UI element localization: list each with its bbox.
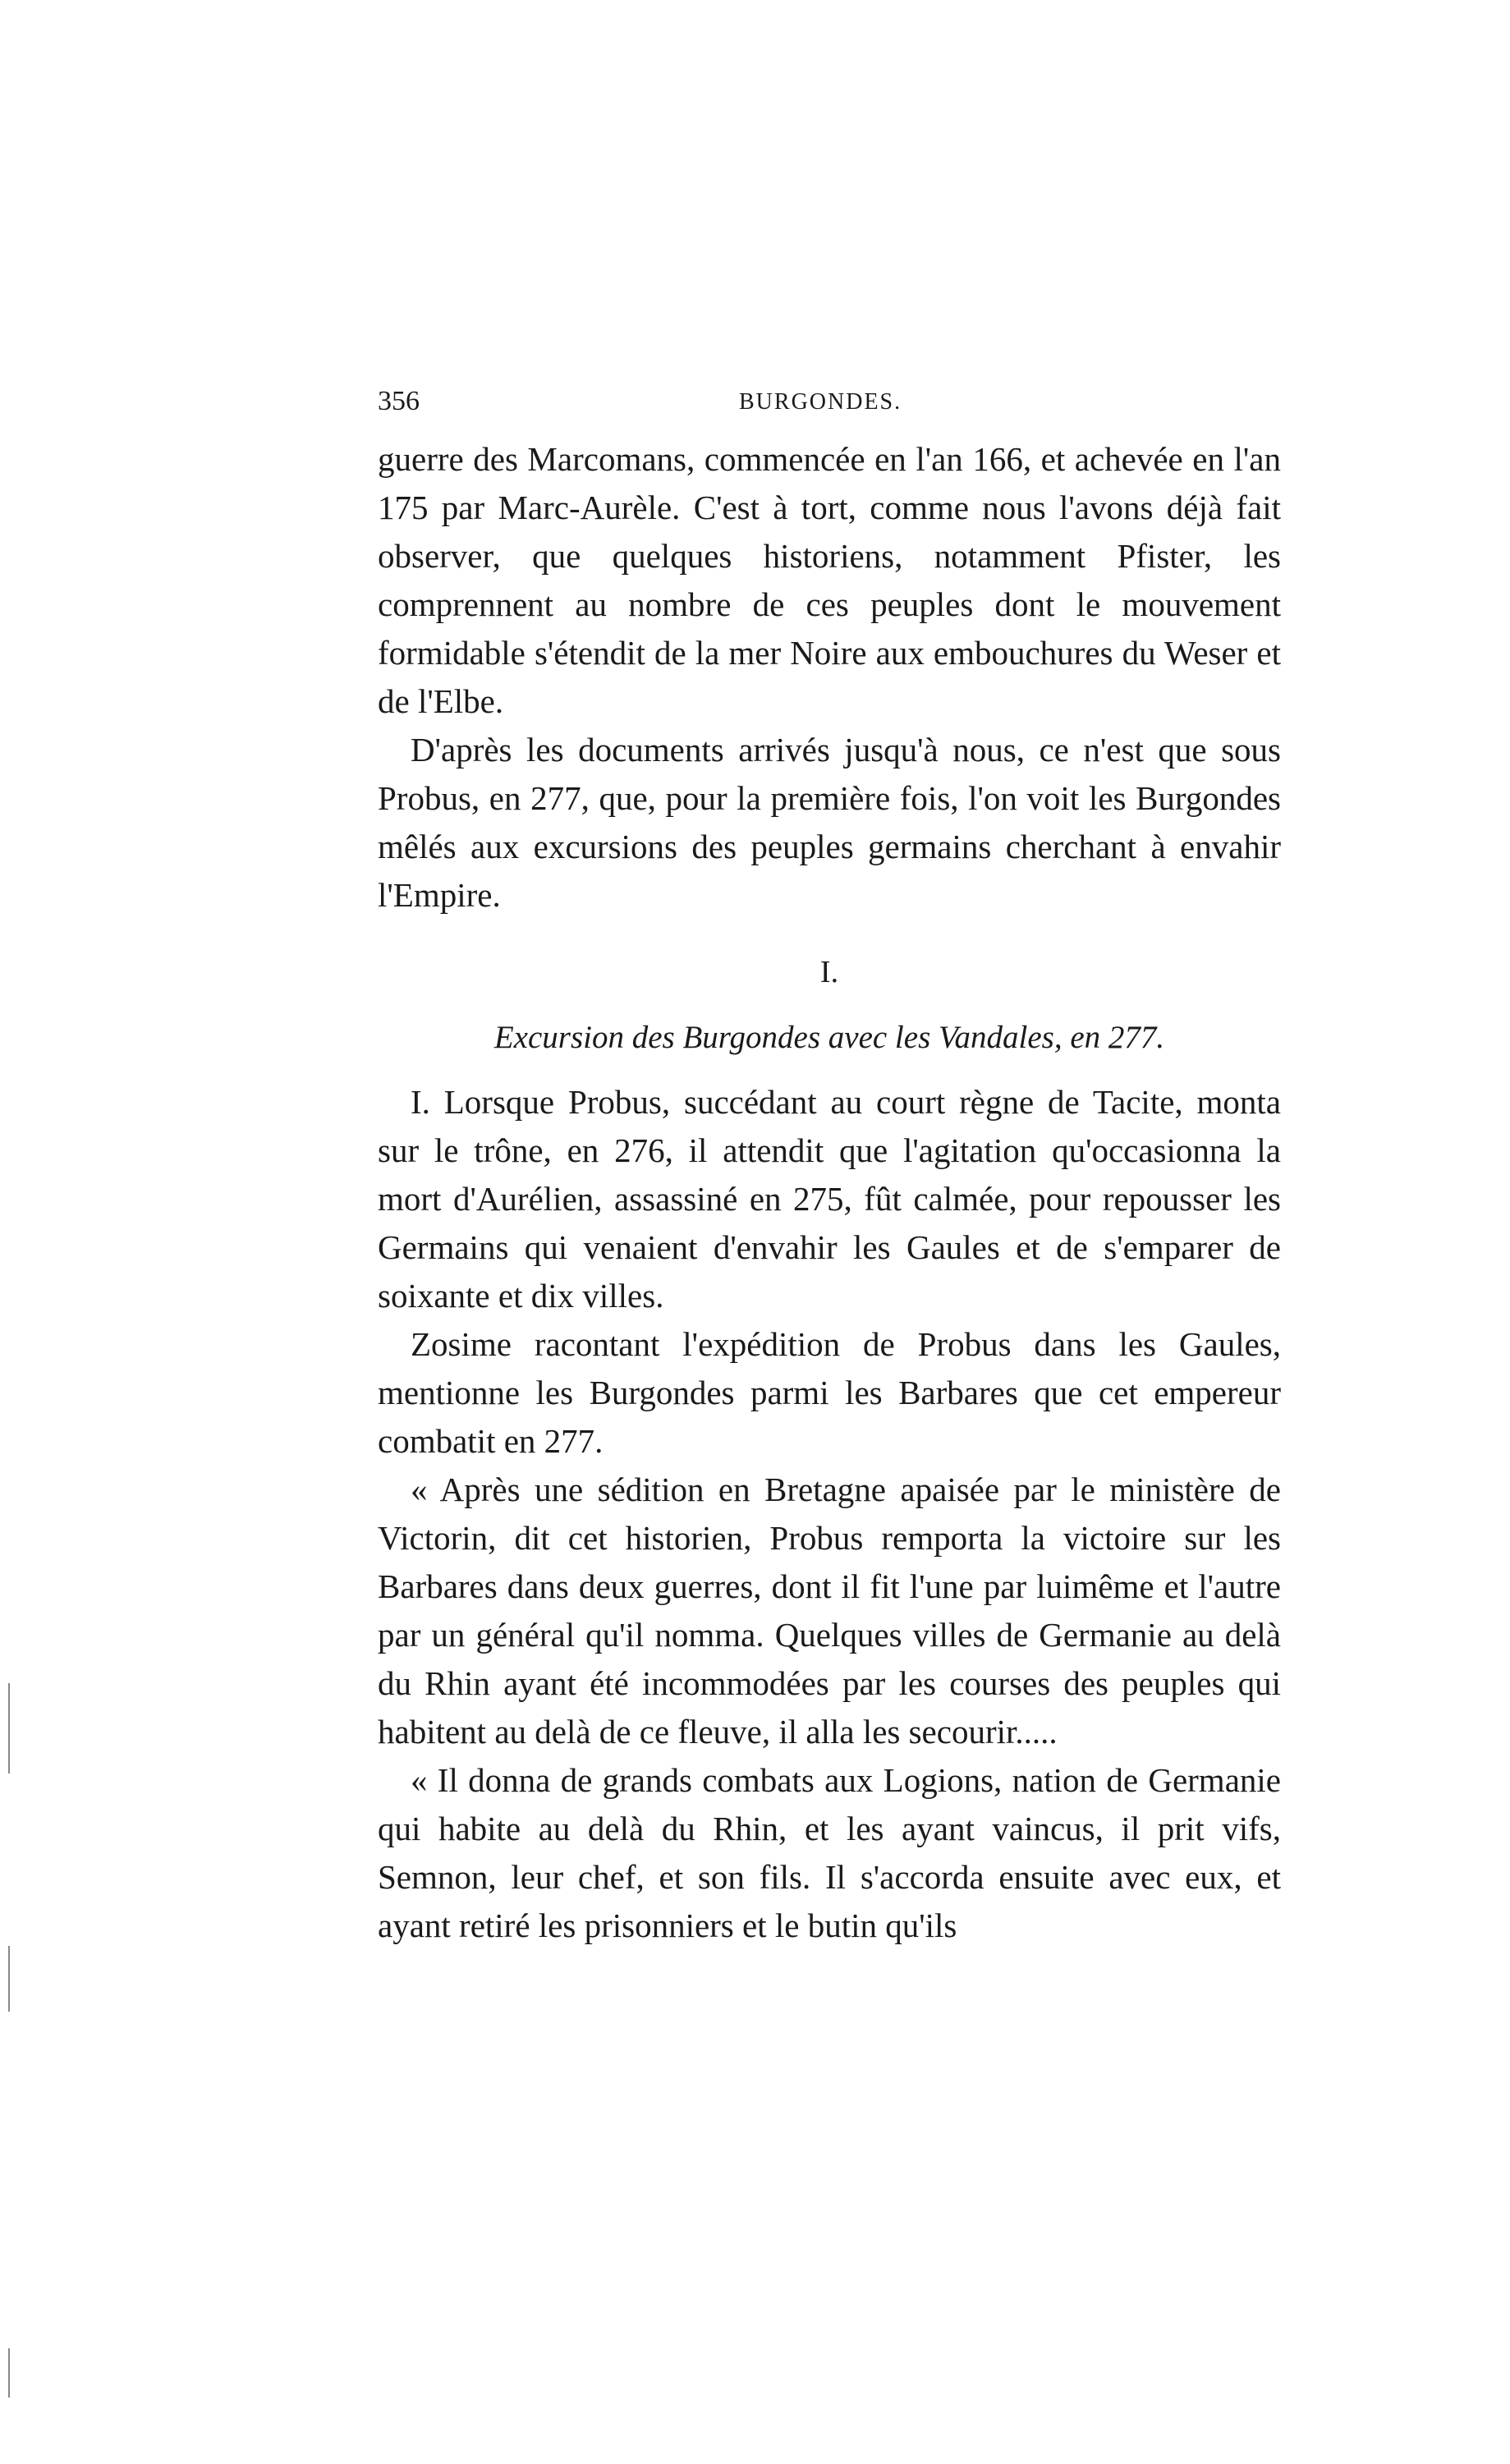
paragraph: Zosime racontant l'expédition de Probus dans les Gaules, mentionne les Burgondes parmi les Barbares que cet empereur combatit en 277.: [378, 1325, 1281, 1460]
scan-margin-mark: [8, 1946, 10, 2012]
paragraph: D'après les documents arrivés jusqu'à nous, ce n'est que sous Probus, en 277, que, pour la première fois, l'on voit les Burgondes mêlés aux excursions des peuples germains cherchant à envahir l'Empire.: [378, 731, 1281, 914]
paragraph: « Il donna de grands combats aux Logions, nation de Germanie qui habite au delà du Rhin, et les ayant vaincus, il prit vifs, Semnon, leur chef, et son fils. Il s'accorda ensuite avec eux, et ayant retiré les prisonniers et le butin qu'ils: [378, 1761, 1281, 1944]
paragraph: I. Lorsque Probus, succédant au court règne de Tacite, monta sur le trône, en 276, il attendit que l'agitation qu'occasionna la mort d'Aurélien, assassiné en 275, fût calmée, pour repousser les Germains qui venaient d'envahir les Gaules et de s'emparer de soixante et dix villes.: [378, 1083, 1281, 1315]
running-head: BURGONDES.: [739, 389, 902, 415]
scan-margin-mark: [8, 1683, 10, 1773]
scan-margin-mark: [8, 2348, 10, 2397]
section-title: Excursion des Burgondes avec les Vandales, en 277.: [493, 1020, 1165, 1055]
paragraph: « Après une sédition en Bretagne apaisée par le ministère de Victorin, dit cet historien, Probus remporta la victoire sur les Barbares dans deux guerres, dont il fit l'une par luimême et l'autre par un général qu'il nomma. Quelques villes de Germanie au delà du Rhin ayant été incommodées par les courses des peuples qui habitent au delà de ce fleuve, il alla les secourir.....: [378, 1471, 1281, 1750]
body-text: [378, 435, 1281, 1950]
page-number: 356: [378, 386, 420, 416]
page-header: [378, 386, 1281, 419]
paragraph: guerre des Marcomans, commencée en l'an 166, et achevée en l'an 175 par Marc-Aurèle. C'est à tort, comme nous l'avons déjà fait observer, que quelques historiens, notamment Pfister, les comprennent au nombre de ces peuples dont le mouvement formidable s'étendit de la mer Noire aux embouchures du Weser et de l'Elbe.: [378, 440, 1281, 720]
section-numeral: I.: [819, 955, 839, 989]
